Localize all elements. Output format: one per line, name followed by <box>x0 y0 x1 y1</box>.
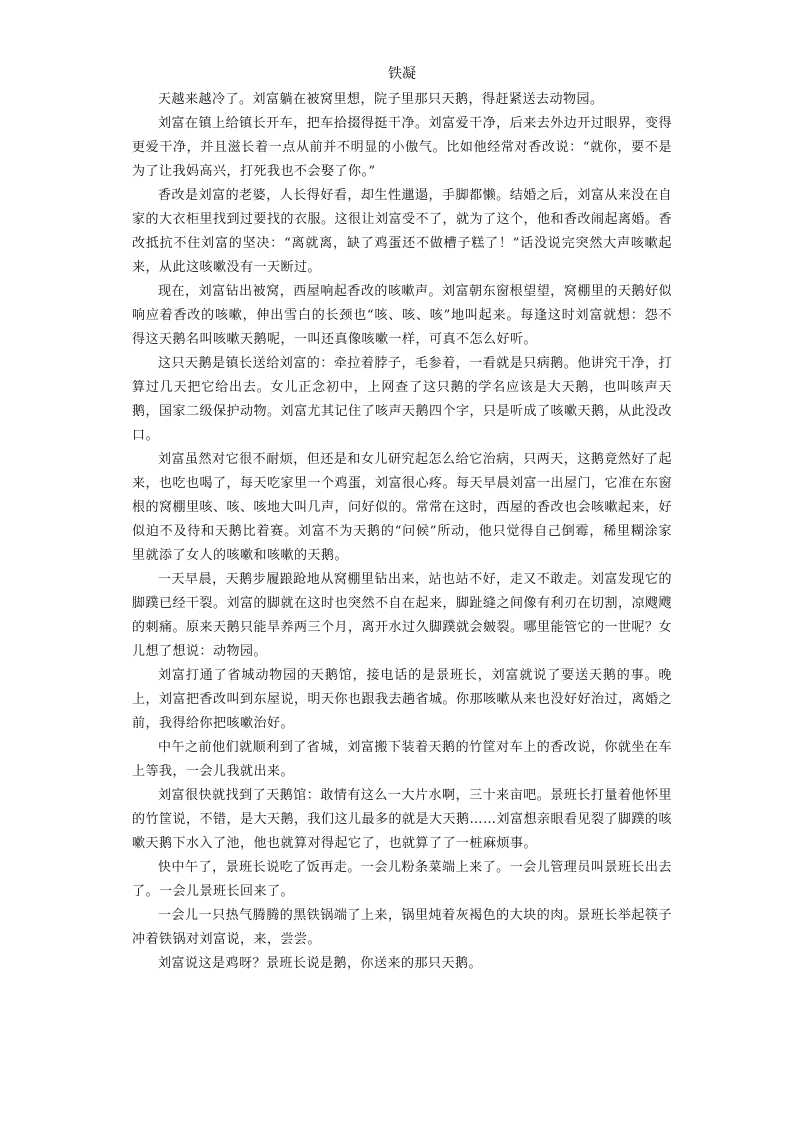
document-page <box>132 60 672 976</box>
paragraph-11: 快中午了，景班长说吃了饭再走。一会儿粉条菜端上来了。一会儿管理员叫景班长出去了。一会儿景班长回来了。 <box>132 860 672 899</box>
paragraph-4: 现在，刘富钻出被窝，西屋响起香改的咳嗽声。刘富朝东窗根望望，窝棚里的天鹅好似响应着香改的咳嗽，伸出雪白的长颈也“咳、咳、咳”地叫起来。每逢这时刘富就想：怨不得这天鹅名叫咳嗽天鹅呢，一叫还真像咳嗽一样，可真不怎么好听。 <box>132 284 672 347</box>
paragraph-2: 刘富在镇上给镇长开车，把车拾掇得挺干净。刘富爱干净，后来去外边开过眼界，变得更爱干净，并且滋长着一点从前并不明显的小傲气。比如他经常对香改说：“就你，要不是为了让我妈高兴，打死我也不会娶了你。” <box>132 116 672 179</box>
paragraph-7: 一天早晨，天鹅步履踉跄地从窝棚里钻出来，站也站不好，走又不敢走。刘富发现它的脚蹼已经干裂。刘富的脚就在这时也突然不自在起来，脚趾缝之间像有利刃在切割，凉飕飕的刺痛。原来天鹅只能旱养两三个月，离开水过久脚蹼就会皴裂。哪里能管它的一世呢？女儿想了想说：动物园。 <box>132 572 673 659</box>
paragraph-10: 刘富很快就找到了天鹅馆：敢情有这么一大片水啊，三十来亩吧。景班长打量着他怀里的竹筐说，不错，是大天鹅，我们这儿最多的就是大天鹅……刘富想亲眼看见裂了脚蹼的咳嗽天鹅下水入了池，他也就算对得起它了，也就算了了一桩麻烦事。 <box>132 788 673 851</box>
paragraph-12: 一会儿一只热气腾腾的黑铁锅端了上来，锅里炖着灰褐色的大块的肉。景班长举起筷子冲着铁锅对刘富说，来，尝尝。 <box>132 908 672 947</box>
paragraph-13: 刘富说这是鸡呀？景班长说是鹅，你送来的那只天鹅。 <box>158 956 483 971</box>
paragraph-5: 这只天鹅是镇长送给刘富的：牵拉着脖子，毛参着，一看就是只病鹅。他讲究干净，打算过几天把它给出去。女儿正念初中，上网查了这只鹅的学名应该是大天鹅，也叫咳声天鹅，国家二级保护动物。刘富尤其记住了咳声天鹅四个字，只是听成了咳嗽天鹅，从此没改口。 <box>132 356 673 443</box>
paragraph-6: 刘富虽然对它很不耐烦，但还是和女儿研究起怎么给它治病，只两天，这鹅竟然好了起来，也吃也喝了，每天吃家里一个鸡蛋，刘富很心疼。每天早晨刘富一出屋门，它准在东窗根的窝棚里咳、咳、咳地大叫几声，问好似的。常常在这时，西屋的香改也会咳嗽起来，好似迫不及待和天鹅比着赛。刘富不为天鹅的“问候”所动，他只觉得自己倒霉，稀里糊涂家里就添了女人的咳嗽和咳嗽的天鹅。 <box>132 452 673 563</box>
paragraph-8: 刘富打通了省城动物园的天鹅馆，接电话的是景班长，刘富就说了要送天鹅的事。晚上，刘富把香改叫到东屋说，明天你也跟我去趟省城。你那咳嗽从来也没好好治过，离婚之前，我得给你把咳嗽治好。 <box>132 668 673 731</box>
paragraph-9: 中午之前他们就顺利到了省城，刘富搬下装着天鹅的竹筐对车上的香改说，你就坐在车上等我，一会儿我就出来。 <box>132 740 672 779</box>
paragraph-3: 香改是刘富的老婆，人长得好看，却生性邋遢，手脚都懒。结婚之后，刘富从来没在自家的大衣柜里找到过要找的衣服。这很让刘富受不了，就为了这个，他和香改闹起离婚。香改抵抗不住刘富的坚决：“离就离，缺了鸡蛋还不做槽子糕了！”话没说完突然大声咳嗽起来，从此这咳嗽没有一天断过。 <box>132 188 673 275</box>
paragraph-1: 天越来越冷了。刘富躺在被窝里想，院子里那只天鹅，得赶紧送去动物园。 <box>158 92 604 107</box>
document-title: 铁凝 <box>388 66 416 82</box>
